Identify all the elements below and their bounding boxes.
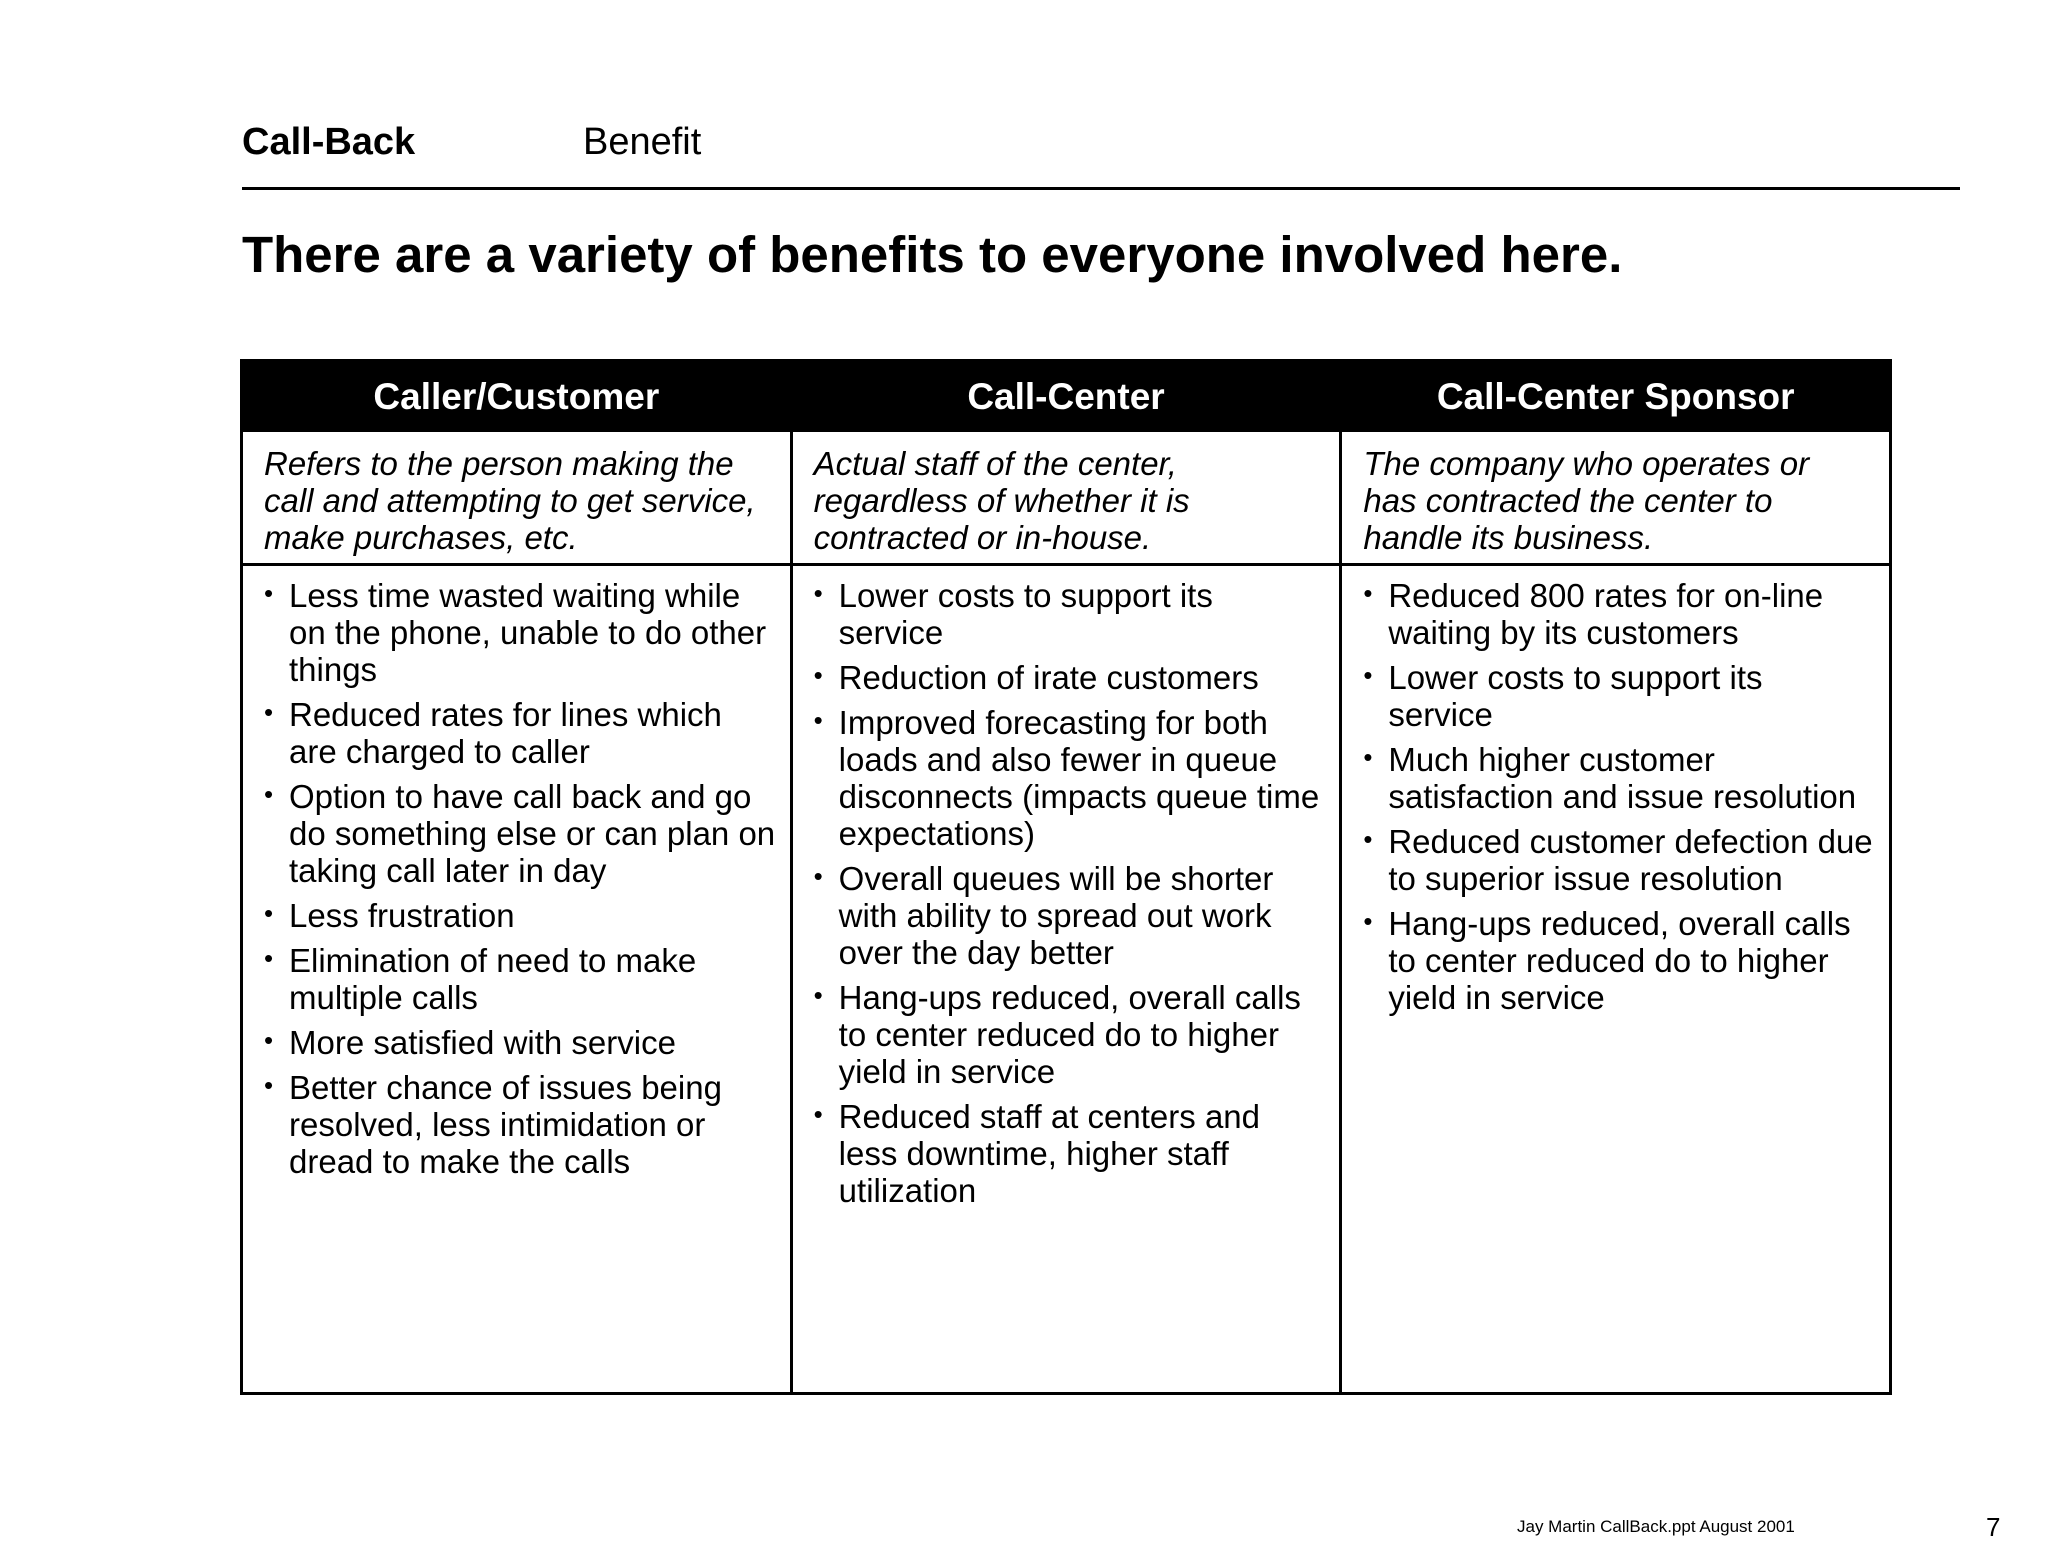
- column-caller-customer: [243, 362, 793, 1392]
- benefit-text: Lower costs to support its service: [1388, 659, 1763, 733]
- benefit-text: More satisfied with service: [289, 1024, 676, 1061]
- column-description: Refers to the person making the call and attempting to get service, make purchases, etc.: [243, 432, 790, 566]
- benefit-text: Much higher customer satisfaction and issue resolution: [1388, 741, 1857, 815]
- list-item: [264, 696, 776, 770]
- list-item: [264, 577, 776, 688]
- column-header: Caller/Customer: [243, 362, 790, 432]
- list-item: [1363, 741, 1875, 815]
- page-number: 7: [1986, 1512, 2001, 1542]
- benefit-text: Option to have call back and go do something else or can plan on taking call later in day: [289, 778, 776, 889]
- section-label: Call-Back: [242, 121, 416, 163]
- bullet-icon: •: [264, 1070, 274, 1100]
- column-call-center: [793, 362, 1343, 1392]
- bullet-icon: •: [264, 578, 274, 608]
- column-header: Call-Center Sponsor: [1342, 362, 1889, 432]
- list-item: [264, 942, 776, 1016]
- benefit-text: Reduction of irate customers: [838, 659, 1259, 696]
- benefit-text: Less frustration: [289, 897, 515, 934]
- list-item: [264, 1069, 776, 1180]
- benefit-list: [1342, 566, 1889, 1392]
- benefit-text: Hang-ups reduced, overall calls to center reduced do to higher yield in service: [838, 979, 1301, 1090]
- benefit-text: Overall queues will be shorter with ability to spread out work over the day better: [838, 860, 1274, 971]
- column-call-center-sponsor: [1342, 362, 1889, 1392]
- bullet-icon: •: [1363, 906, 1373, 936]
- list-item: [814, 704, 1326, 852]
- list-item: [1363, 659, 1875, 733]
- bullet-icon: •: [813, 861, 823, 891]
- bullet-icon: •: [264, 697, 274, 727]
- column-header: Call-Center: [793, 362, 1340, 432]
- bullet-icon: •: [1363, 824, 1373, 854]
- benefits-table: [240, 359, 1892, 1395]
- header-rule: [242, 187, 1960, 190]
- list-item: [1363, 905, 1875, 1016]
- list-item: [814, 659, 1326, 696]
- bullet-icon: •: [1363, 578, 1373, 608]
- benefit-text: Lower costs to support its service: [838, 577, 1213, 651]
- list-item: [264, 897, 776, 934]
- list-item: [1363, 577, 1875, 651]
- bullet-icon: •: [813, 660, 823, 690]
- slide-title: There are a variety of benefits to everyone involved here.: [242, 226, 1623, 283]
- list-item: [264, 778, 776, 889]
- bullet-icon: •: [813, 980, 823, 1010]
- benefit-text: Reduced 800 rates for on-line waiting by its customers: [1388, 577, 1824, 651]
- list-item: [264, 1024, 776, 1061]
- benefit-text: Less time wasted waiting while on the phone, unable to do other things: [289, 577, 767, 688]
- bullet-icon: •: [1363, 742, 1373, 772]
- bullet-icon: •: [813, 578, 823, 608]
- list-item: [814, 577, 1326, 651]
- benefit-text: Reduced customer defection due to superior issue resolution: [1388, 823, 1873, 897]
- bullet-icon: •: [813, 705, 823, 735]
- list-item: [814, 1098, 1326, 1209]
- bullet-icon: •: [264, 943, 274, 973]
- bullet-icon: •: [264, 898, 274, 928]
- column-description: The company who operates or has contracted the center to handle its business.: [1342, 432, 1889, 566]
- benefit-text: Reduced staff at centers and less downtime, higher staff utilization: [838, 1098, 1261, 1209]
- benefit-text: Better chance of issues being resolved, less intimidation or dread to make the calls: [289, 1069, 722, 1180]
- list-item: [814, 860, 1326, 971]
- benefit-list: [793, 566, 1340, 1392]
- benefit-text: Hang-ups reduced, overall calls to center reduced do to higher yield in service: [1388, 905, 1851, 1016]
- bullet-icon: •: [1363, 660, 1373, 690]
- benefit-text: Reduced rates for lines which are charged to caller: [289, 696, 722, 770]
- bullet-icon: •: [264, 1025, 274, 1055]
- bullet-icon: •: [264, 779, 274, 809]
- topic-label: Benefit: [583, 121, 702, 163]
- bullet-icon: •: [813, 1099, 823, 1129]
- benefit-list: [243, 566, 790, 1392]
- list-item: [814, 979, 1326, 1090]
- footer-text: Jay Martin CallBack.ppt August 2001: [1517, 1517, 1795, 1536]
- list-item: [1363, 823, 1875, 897]
- column-description: Actual staff of the center, regardless of whether it is contracted or in-house.: [793, 432, 1340, 566]
- benefit-text: Improved forecasting for both loads and also fewer in queue disconnects (impacts queue time expectations): [838, 704, 1320, 852]
- benefit-text: Elimination of need to make multiple calls: [289, 942, 697, 1016]
